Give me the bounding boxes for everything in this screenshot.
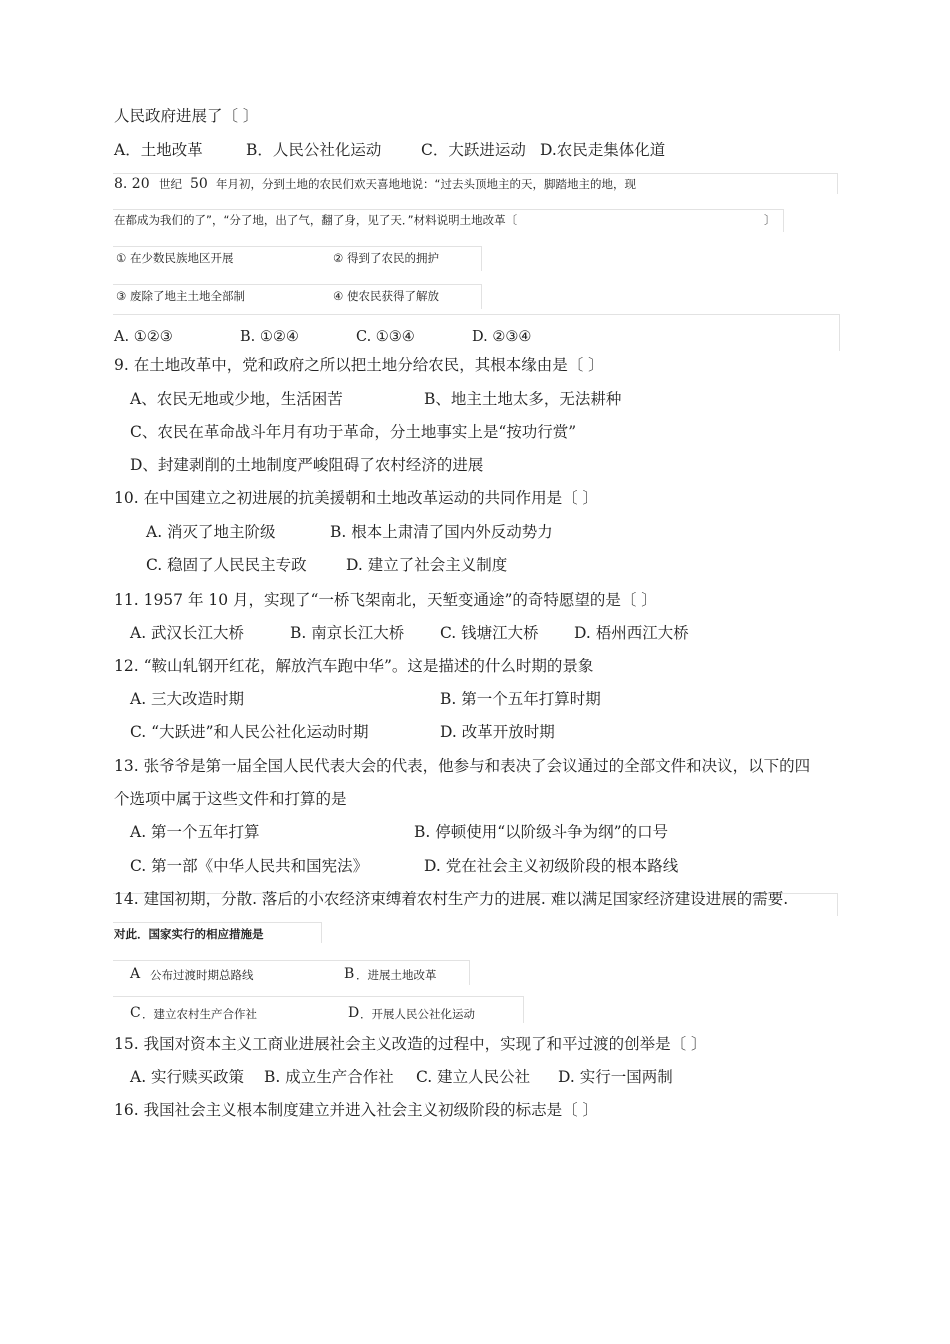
question-8-statement-2: ② 得到了农民的拥护 bbox=[333, 251, 439, 265]
question-15: 15. 我国对资本主义工商业进展社会主义改造的过程中，实现了和平过渡的创举是〔 〕 bbox=[114, 1035, 707, 1053]
question-15-option-b: B. 成立生产合作社 bbox=[264, 1068, 394, 1086]
question-14-line1: 14. 建国初期，分散. 落后的小农经济束缚着农村生产力的进展. 难以满足国家经济建设进展的需要. bbox=[114, 890, 789, 908]
question-9-option-a: A、农民无地或少地，生活困苦 bbox=[130, 390, 343, 408]
question-15-option-a: A. 实行赎买政策 bbox=[130, 1068, 245, 1086]
question-7-option-d: D.农民走集体化道 bbox=[540, 141, 666, 159]
question-8-option-d: D. ②③④ bbox=[472, 329, 532, 345]
question-8-text-b: 50 bbox=[190, 176, 208, 192]
question-12: 12. “鞍山轧钢开红花，解放汽车跑中华”。这是描述的什么时期的景象 bbox=[114, 657, 594, 675]
question-14-option-b-letter: B bbox=[344, 966, 355, 982]
question-8-option-a: A. ①②③ bbox=[114, 329, 173, 345]
question-14-option-d-letter: D bbox=[348, 1005, 360, 1021]
question-14-option-b-text: ．进展土地改革 bbox=[356, 968, 437, 982]
question-8-option-c: C. ①③④ bbox=[356, 329, 415, 345]
question-13-option-c: C. 第一部《中华人民共和国宪法》 bbox=[130, 857, 369, 875]
question-10: 10. 在中国建立之初进展的抗美援朝和土地改革运动的共同作用是〔 〕 bbox=[114, 489, 599, 507]
question-14-option-a-letter: A bbox=[130, 966, 141, 982]
question-10-option-a: A. 消灭了地主阶级 bbox=[146, 523, 276, 541]
question-7-option-b: B．人民公社化运动 bbox=[246, 141, 382, 159]
question-12-option-b: B. 第一个五年打算时期 bbox=[440, 690, 601, 708]
question-8-statement-1: ① 在少数民族地区开展 bbox=[116, 251, 234, 265]
question-13-option-d: D. 党在社会主义初级阶段的根本路线 bbox=[424, 857, 679, 875]
question-11-option-d: D. 梧州西江大桥 bbox=[574, 624, 689, 642]
question-10-option-c: C. 稳固了人民民主专政 bbox=[146, 556, 307, 574]
question-14-option-c-text: ．建立农村生产合作社 bbox=[142, 1007, 257, 1021]
question-7-option-c: C．大跃进运动 bbox=[421, 141, 526, 159]
question-13-line1: 13. 张爷爷是第一届全国人民代表大会的代表，他参与和表决了会议通过的全部文件和决议，以下的四 bbox=[114, 757, 811, 775]
question-14-option-d-text: ．开展人民公社化运动 bbox=[360, 1007, 475, 1021]
question-15-option-d: D. 实行一国两制 bbox=[558, 1068, 673, 1086]
question-9-option-b: B、地主土地太多，无法耕种 bbox=[424, 390, 622, 408]
question-11: 11. 1957 年 10 月，实现了“一桥飞架南北，天堑变通途”的奇特愿望的是〔 〕 bbox=[114, 591, 657, 609]
question-14-option-c-letter: C bbox=[130, 1005, 141, 1021]
question-8-text-c: 年月初，分到土地的农民们欢天喜地地说：“过去头顶地主的天，脚踏地主的地，现 bbox=[216, 177, 636, 191]
question-10-option-b: B. 根本上肃清了国内外反动势力 bbox=[330, 523, 553, 541]
question-9-option-c: C、农民在革命战斗年月有功于革命，分土地事实上是“按功行赏” bbox=[130, 423, 577, 441]
question-13-line2: 个选项中属于这些文件和打算的是 bbox=[114, 790, 347, 808]
question-16: 16. 我国社会主义根本制度建立并进入社会主义初级阶段的标志是〔 〕 bbox=[114, 1101, 599, 1119]
question-8-text-a: 世纪 bbox=[159, 177, 182, 191]
question-12-option-a: A. 三大改造时期 bbox=[130, 690, 245, 708]
question-12-option-c: C. “大跃进”和人民公社化运动时期 bbox=[130, 723, 369, 741]
question-7-tail: 人民政府进展了〔 〕 bbox=[114, 107, 259, 125]
question-11-option-c: C. 钱塘江大桥 bbox=[440, 624, 539, 642]
question-13-option-b: B. 停顿使用“以阶级斗争为纲”的口号 bbox=[414, 823, 669, 841]
question-8-statement-4: ④ 使农民获得了解放 bbox=[333, 289, 439, 303]
question-11-option-a: A. 武汉长江大桥 bbox=[130, 624, 245, 642]
question-9-option-d: D、封建剥削的土地制度严峻阻碍了农村经济的进展 bbox=[130, 456, 484, 474]
question-10-option-d: D. 建立了社会主义制度 bbox=[346, 556, 508, 574]
question-8-number: 8. 20 bbox=[114, 176, 150, 192]
question-15-option-c: C. 建立人民公社 bbox=[416, 1068, 531, 1086]
question-14-line2: 对此．国家实行的相应措施是 bbox=[114, 927, 264, 941]
question-11-option-b: B. 南京长江大桥 bbox=[290, 624, 405, 642]
question-12-option-d: D. 改革开放时期 bbox=[440, 723, 555, 741]
question-8-bracket-end: 〕 bbox=[764, 213, 776, 227]
question-8-statement-3: ③ 废除了地主土地全部制 bbox=[116, 289, 245, 303]
question-8-text-line2: 在都成为我们的了”，“分了地，出了气，翻了身，见了天．”材料说明土地改革〔 bbox=[114, 213, 518, 227]
question-13-option-a: A. 第一个五年打算 bbox=[130, 823, 260, 841]
question-14-option-a-text: 公布过渡时期总路线 bbox=[150, 968, 254, 982]
question-7-option-a: A．土地改革 bbox=[114, 141, 203, 159]
question-8-option-b: B. ①②④ bbox=[240, 329, 299, 345]
question-9: 9. 在土地改革中，党和政府之所以把土地分给农民，其根本缘由是〔 〕 bbox=[114, 356, 604, 374]
